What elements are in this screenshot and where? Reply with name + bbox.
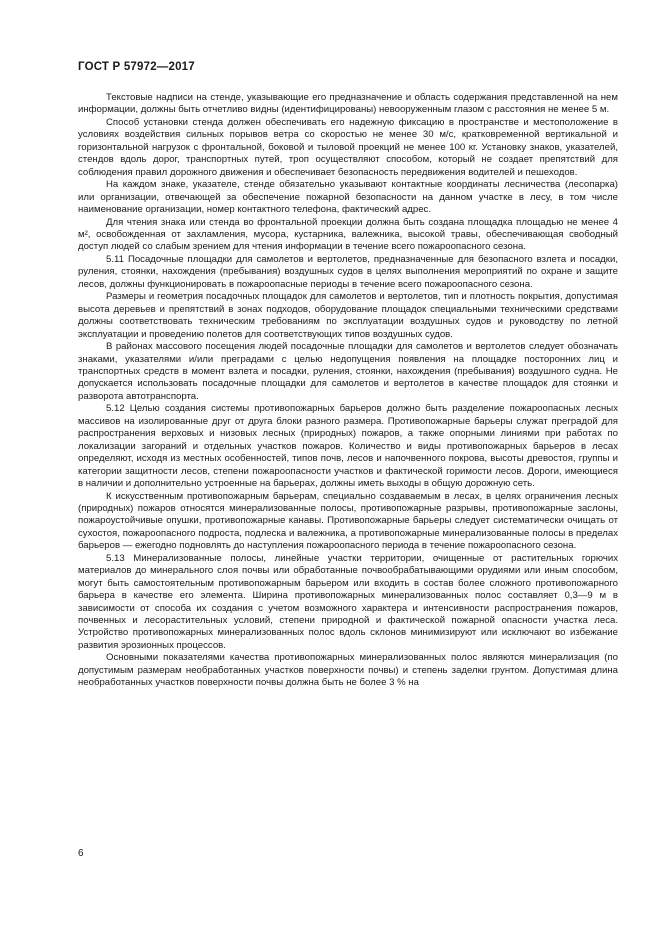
paragraph-section-5-12: 5.12 Целью создания системы противопожарных барьеров должно быть разделение пожароопасных лесных массивов на изолированные друг от друга блоки разного размера. Противопожарные барьеры служат преградой для распространения верховых и низовых лесных (природных) пожаров, а также опорными линиями при работах по локализации загораний и отдельных участков пожаров. Количество и виды противопожарных барьеров в лесах определяют, исходя из местных особенностей, типов почв, лесов и напочвенного покрова, высоты древостоя, группы и категории защитности лесов, степени пожароопасности участков и фактической горимости лесов. Дороги, имеющиеся в наличии и дополнительно устроенные на барьерах, должны иметь выходы в общую дорожную сеть. [78, 403, 618, 490]
paragraph-landing-site-dimensions: Размеры и геометрия посадочных площадок для самолетов и вертолетов, тип и плотность покрытия, допустимая высота деревьев и препятствий в зонах подходов, оборудование площадок специальными техническими средствами должны соответствовать техническим требованиям по эксплуатации воздушных судов и руководству по летной эксплуатации и проведению полетов для соответствующих типов воздушных судов. [78, 291, 618, 340]
paragraph-stand-labels: Текстовые надписи на стенде, указывающие его предназначение и область содержания представленной на нем информации, должны быть отчетливо видны (идентифицированы) невооруженным глазом с расстояния не менее 5 м. [78, 92, 618, 116]
paragraph-artificial-barriers: К искусственным противопожарным барьерам, специально создаваемым в лесах, в целях ограничения лесных (природных) пожаров относятся минерализованные полосы, противопожарные разрывы, противопожарные заслоны, пожароустойчивые опушки, противопожарные канавы. Противопожарные барьеры следует систематически очищать от сухостоя, пожароопасного подроста, подлеска и валежника, а противопожарные минерализованные полосы в пределах барьеров — ежегодно подновлять до наступления пожароопасного периода в течение пожароопасного сезона. [78, 490, 618, 552]
paragraph-section-5-13: 5.13 Минерализованные полосы, линейные участки территории, очищенные от растительных горючих материалов до минерального слоя почвы или обработанные почвообрабатывающими орудиями или иным способом, могут быть самостоятельным противопожарным барьером или входить в состав более сложного противопожарного барьера в качестве его элемента. Ширина противопожарных минерализованных полос составляет 0,3—9 м в зависимости от способа их создания с учетом возможного характера и интенсивности распространения пожаров, почвенных и лесорастительных условий, степени природной и фактической пожарной опасности участка леса. Устройство противопожарных минерализованных полос вдоль склонов минимизируют или исключают во избежание развития эрозионных процессов. [78, 552, 618, 651]
page-number: 6 [78, 848, 84, 859]
paragraph-reading-area: Для чтения знака или стенда во фронтальной проекции должна быть создана площадка площадью не менее 4 м², освобожденная от захламления, мусора, кустарника, валежника, высокой травы, обеспечивающая свободный доступ людей со слабым зрением для чтения информации в течение всего пожароопасного сезона. [78, 216, 618, 253]
paragraph-contact-info: На каждом знаке, указателе, стенде обязательно указывают контактные координаты лесничества (лесопарка) или организации, отвечающей за обеспечение пожарной безопасности на данном участке в лесу, в том числе наименование организации, номер контактного телефона, фактический адрес. [78, 179, 618, 216]
body-text [78, 92, 618, 690]
standard-designation: ГОСТ Р 57972—2017 [78, 61, 195, 73]
paragraph-stand-installation: Способ установки стенда должен обеспечивать его надежную фиксацию в пространстве и местоположение в условиях воздействия сильных порывов ветра со скоростью не менее 30 м/с, кратковременной вертикальной и горизонтальной нагрузок с фронтальной, боковой и тыловой проекций не менее 100 кг. Установку знаков, указателей, стендов вдоль дорог, транспортных путей, троп осуществляют способом, который не создает препятствий для соблюдения правил дорожного движения и обеспечивает безопасность передвижения водителей и пешеходов. [78, 116, 618, 178]
paragraph-landing-site-marking: В районах массового посещения людей посадочные площадки для самолетов и вертолетов следует обозначать знаками, указателями и/или преградами с целью недопущения появления на площадке посторонних лиц и транспортных средств в момент взлета и посадки, руления, стоянки, нахождения (пребывания) воздушного судна. Не допускается использовать посадочные площадки для самолетов и вертолетов в качестве площадок для стоянки и разворота автотранспорта. [78, 341, 618, 402]
paragraph-quality-indicators: Основными показателями качества противопожарных минерализованных полос являются минерализация (по допустимым размерам необработанных участков поверхности почвы) и степень заделки грунтом. Допустимая длина необработанных участков поверхности почвы должна быть не более 3 % на [78, 652, 618, 689]
paragraph-section-5-11: 5.11 Посадочные площадки для самолетов и вертолетов, предназначенные для безопасного взлета и посадки, руления, стоянки, нахождения (пребывания) воздушных судов в целях выполнения мероприятий по охране и защите лесов, должны функционировать в пожароопасные периоды в течение всего пожароопасного сезона. [78, 253, 618, 290]
